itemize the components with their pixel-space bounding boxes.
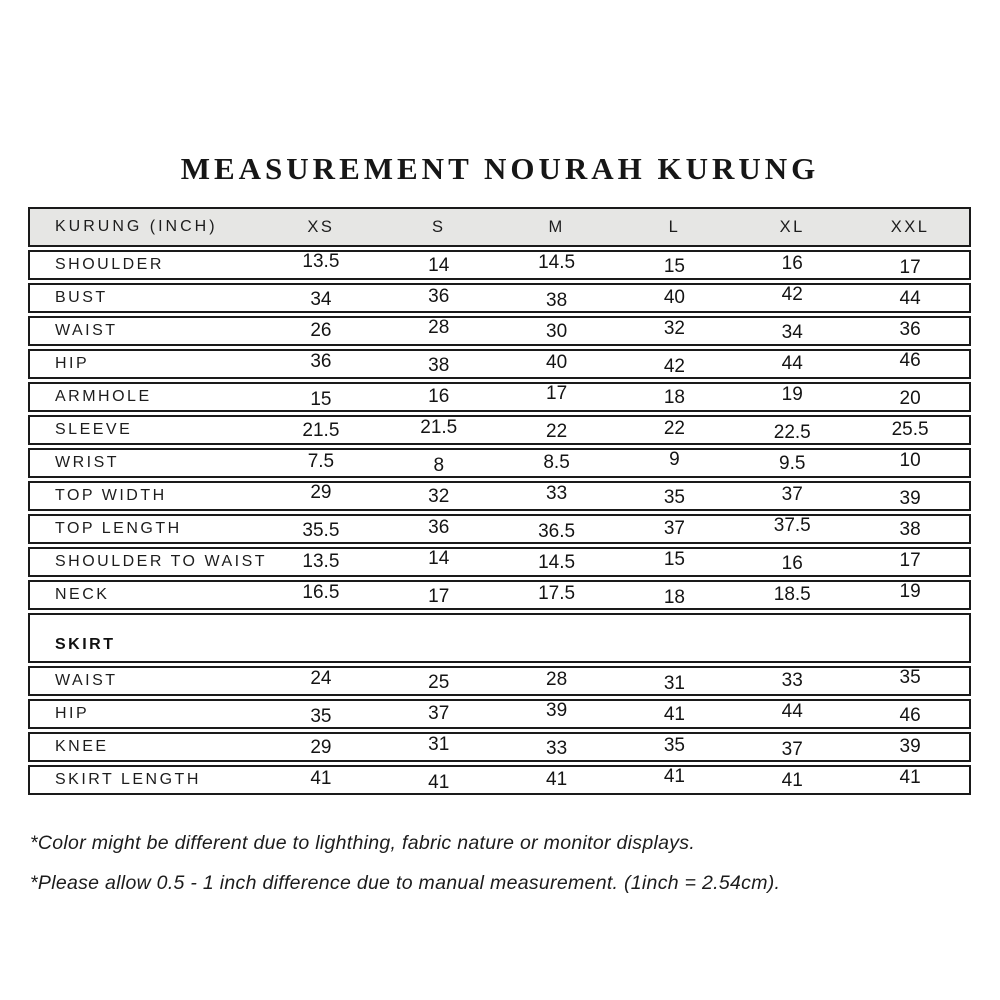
footnote-line: *Color might be different due to lighthing, fabric nature or monitor displays.: [30, 832, 696, 854]
size-value-cell: 36: [428, 286, 450, 307]
size-value-cell: 39: [899, 488, 921, 509]
size-value-cell: 38: [899, 519, 921, 540]
row-label: TOP LENGTH: [55, 520, 182, 537]
size-value-cell: 18: [663, 587, 685, 608]
size-value-cell: 19: [899, 581, 921, 602]
size-column-header: XL: [779, 217, 805, 236]
size-value-cell: 25.5: [891, 419, 929, 440]
size-value-cell: 18: [663, 387, 685, 408]
size-value-cell: 14.5: [538, 252, 576, 273]
size-value-cell: 37: [663, 518, 685, 539]
size-value-cell: 14: [428, 548, 450, 569]
size-value-cell: 39: [546, 700, 568, 721]
kurung-rows-group: [28, 250, 971, 610]
kurung-measurement-row: [28, 547, 971, 577]
kurung-measurement-row: [28, 481, 971, 511]
size-value-cell: 13.5: [302, 551, 340, 572]
size-value-cell: 35: [899, 667, 921, 688]
row-label: ARMHOLE: [55, 388, 152, 405]
size-value-cell: 36: [899, 319, 921, 340]
skirt-rows-group: [28, 666, 971, 795]
skirt-section-label: SKIRT: [55, 636, 116, 653]
row-label: WAIST: [55, 322, 118, 339]
size-value-cell: 33: [546, 738, 568, 759]
kurung-measurement-row: [28, 580, 971, 610]
size-value-cell: 41: [781, 770, 803, 791]
size-value-cell: 7.5: [307, 451, 335, 472]
skirt-measurement-row: [28, 666, 971, 696]
size-value-cell: 13.5: [302, 251, 340, 272]
size-value-cell: 38: [546, 290, 568, 311]
size-value-cell: 41: [663, 704, 685, 725]
size-value-cell: 8: [433, 455, 445, 476]
size-value-cell: 41: [663, 766, 685, 787]
table-header-row: [28, 207, 971, 247]
size-value-cell: 15: [310, 389, 332, 410]
size-value-cell: 28: [428, 317, 450, 338]
skirt-measurement-row: [28, 732, 971, 762]
kurung-measurement-row: [28, 382, 971, 412]
size-value-cell: 39: [899, 736, 921, 757]
size-column-header: S: [431, 217, 446, 236]
kurung-measurement-row: [28, 316, 971, 346]
row-label: SLEEVE: [55, 421, 133, 438]
size-value-cell: 14: [428, 255, 450, 276]
row-label: WAIST: [55, 672, 118, 689]
page-title: MEASUREMENT NOURAH KURUNG: [180, 150, 820, 186]
size-value-cell: 30: [546, 321, 568, 342]
size-value-cell: 19: [781, 384, 803, 405]
measurement-table: [28, 207, 971, 798]
size-value-cell: 18.5: [773, 584, 811, 605]
size-value-cell: 9.5: [779, 453, 806, 474]
skirt-measurement-row: [28, 699, 971, 729]
footnotes: [30, 832, 970, 912]
row-label: HIP: [55, 355, 90, 372]
size-value-cell: 40: [663, 287, 685, 308]
size-column-header: L: [668, 217, 681, 236]
row-label: SHOULDER: [55, 256, 164, 273]
size-value-cell: 17.5: [538, 583, 576, 604]
size-value-cell: 26: [310, 320, 332, 341]
size-value-cell: 22: [663, 418, 685, 439]
size-value-cell: 36.5: [538, 521, 576, 542]
size-value-cell: 17: [899, 257, 921, 278]
size-column-header: XS: [307, 217, 335, 236]
size-value-cell: 21.5: [420, 417, 458, 438]
size-value-cell: 40: [546, 352, 568, 373]
size-value-cell: 21.5: [302, 420, 340, 441]
size-value-cell: 41: [310, 768, 332, 789]
row-label: NECK: [55, 586, 110, 603]
size-value-cell: 35: [663, 487, 685, 508]
size-value-cell: 22.5: [773, 422, 811, 443]
size-value-cell: 20: [899, 388, 921, 409]
size-value-cell: 31: [428, 734, 450, 755]
skirt-section-header: [28, 613, 971, 663]
size-value-cell: 16: [428, 386, 450, 407]
size-value-cell: 35: [663, 735, 685, 756]
size-value-cell: 15: [663, 256, 685, 277]
size-value-cell: 17: [546, 383, 568, 404]
size-value-cell: 36: [310, 351, 332, 372]
size-value-cell: 44: [781, 701, 803, 722]
row-label: WRIST: [55, 454, 120, 471]
size-value-cell: 8.5: [543, 452, 570, 473]
size-value-cell: 29: [310, 482, 332, 503]
size-value-cell: 34: [781, 322, 803, 343]
size-value-cell: 36: [428, 517, 450, 538]
size-value-cell: 22: [546, 421, 568, 442]
size-value-cell: 37: [781, 484, 803, 505]
size-value-cell: 24: [310, 668, 332, 689]
size-value-cell: 32: [663, 318, 685, 339]
skirt-measurement-row: [28, 765, 971, 795]
size-value-cell: 14.5: [538, 552, 576, 573]
size-value-cell: 38: [428, 355, 450, 376]
size-value-cell: 34: [310, 289, 332, 310]
size-value-cell: 28: [546, 669, 568, 690]
row-label: SKIRT LENGTH: [55, 771, 201, 788]
size-value-cell: 41: [899, 767, 921, 788]
size-value-cell: 44: [899, 288, 921, 309]
size-value-cell: 44: [781, 353, 803, 374]
row-label: SHOULDER TO WAIST: [55, 553, 268, 570]
size-value-cell: 16.5: [302, 582, 340, 603]
kurung-measurement-row: [28, 250, 971, 280]
size-value-cell: 35: [310, 706, 332, 727]
size-value-cell: 46: [899, 350, 921, 371]
size-value-cell: 25: [428, 672, 450, 693]
size-value-cell: 10: [899, 450, 921, 471]
size-value-cell: 15: [663, 549, 685, 570]
row-label: TOP WIDTH: [55, 487, 167, 504]
size-value-cell: 35.5: [302, 520, 340, 541]
size-value-cell: 37: [781, 739, 803, 760]
size-value-cell: 42: [663, 356, 685, 377]
row-label: HIP: [55, 705, 90, 722]
size-value-cell: 41: [428, 772, 450, 793]
size-value-cell: 17: [428, 586, 450, 607]
size-value-cell: 41: [546, 769, 568, 790]
size-value-cell: 16: [781, 253, 803, 274]
size-value-cell: 37.5: [773, 515, 811, 536]
size-value-cell: 31: [663, 673, 685, 694]
size-column-header: XXL: [890, 217, 930, 236]
kurung-measurement-row: [28, 448, 971, 478]
kurung-measurement-row: [28, 349, 971, 379]
unit-header-label: KURUNG (INCH): [55, 218, 218, 235]
size-value-cell: 37: [428, 703, 450, 724]
size-value-cell: 32: [428, 486, 450, 507]
size-value-cell: 16: [781, 553, 803, 574]
size-value-cell: 17: [899, 550, 921, 571]
size-column-header: M: [548, 217, 565, 236]
size-value-cell: 46: [899, 705, 921, 726]
size-value-cell: 33: [546, 483, 568, 504]
kurung-measurement-row: [28, 415, 971, 445]
kurung-measurement-row: [28, 514, 971, 544]
footnote-line: *Please allow 0.5 - 1 inch difference due to manual measurement. (1inch = 2.54cm).: [30, 872, 781, 894]
kurung-measurement-row: [28, 283, 971, 313]
row-label: KNEE: [55, 738, 109, 755]
size-value-cell: 9: [669, 449, 680, 470]
size-value-cell: 33: [781, 670, 803, 691]
row-label: BUST: [55, 289, 108, 306]
size-value-cell: 42: [781, 284, 803, 305]
size-value-cell: 29: [310, 737, 332, 758]
